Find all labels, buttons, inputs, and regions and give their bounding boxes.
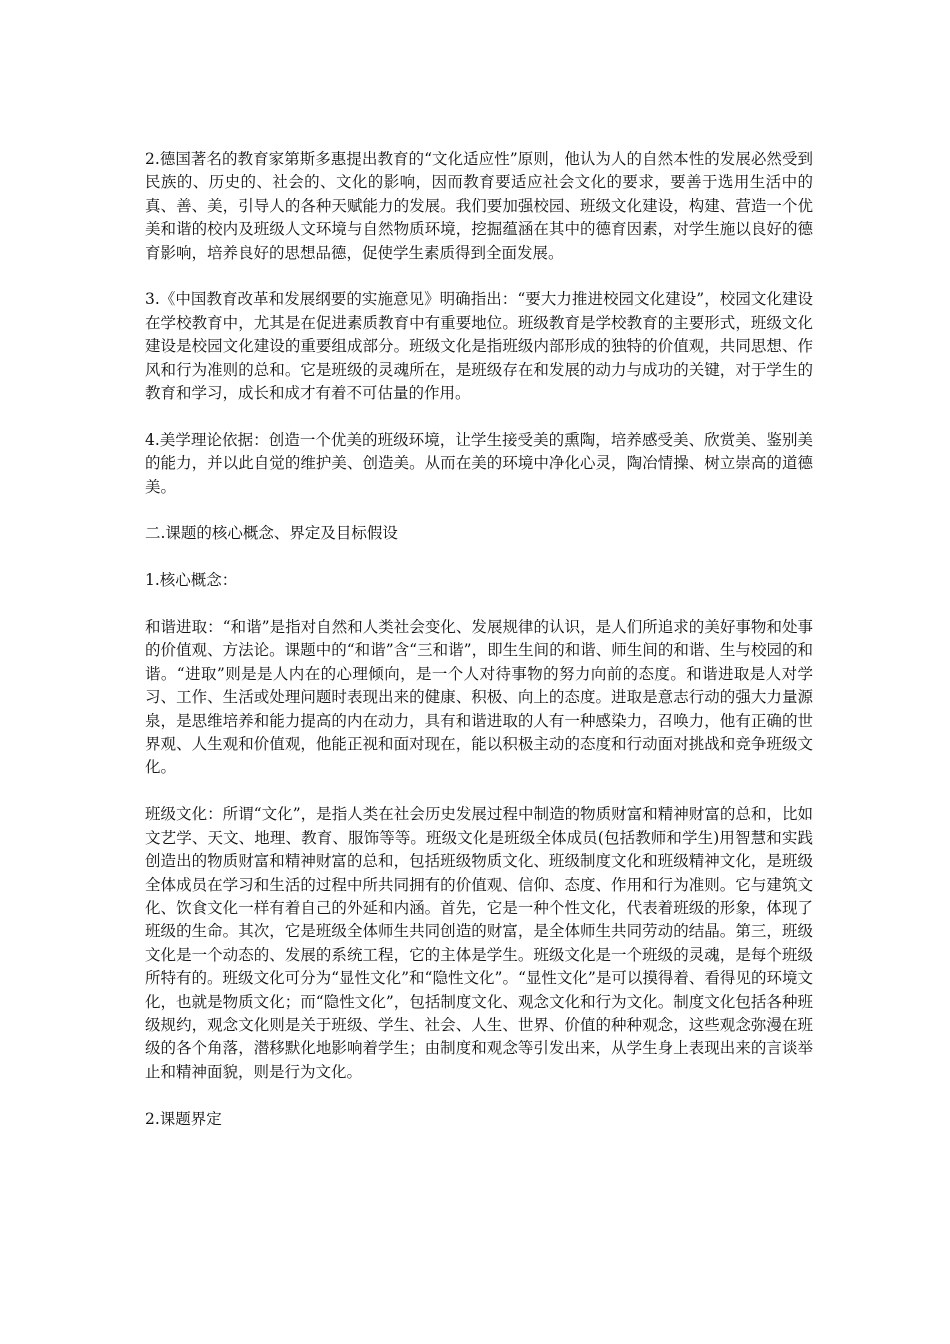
subheading-topic-definition: 2.课题界定 bbox=[145, 1109, 222, 1128]
paragraph-harmony-progress: 和谐进取：“和谐”是指对自然和人类社会变化、发展规律的认识，是人们所追求的美好事物和处事的价值观、方法论。课题中的“和谐”含“三和谐”，即生生间的和谐、师生间的和谐、生与校园的和谐。“进取”则是是人内在的心理倾向，是一个人对待事物的努力向前的态度。和谐进取是人对学习、工作、生活或处理问题时表现出来的健康、积极、向上的态度。进取是意志行动的强大力量源泉，是思维培养和能力提高的内在动力，具有和谐进取的人有一种感染力，召唤力，他有正确的世界观、人生观和价值观，他能正视和面对现在，能以积极主动的态度和行动面对挑战和竞争班级文化。 bbox=[145, 618, 813, 777]
paragraph-class-culture: 班级文化：所谓“文化”，是指人类在社会历史发展过程中制造的物质财富和精神财富的总和，比如文艺学、天文、地理、教育、服饰等等。班级文化是班级全体成员(包括教师和学生)用智慧和实践创造出的物质财富和精神财富的总和，包括班级物质文化、班级制度文化和班级精神文化，是班级全体成员在学习和生活的过程中所共同拥有的价值观、信仰、态度、作用和行为准则。它与建筑文化、饮食文化一样有着自己的外延和内涵。首先，它是一种个性文化，代表着班级的形象，体现了班级的生命。其次，它是班级全体师生共同创造的财富，是全体师生共同劳动的结晶。第三，班级文化是一个动态的、发展的系统工程，它的主体是学生。班级文化是一个班级的灵魂，是每个班级所特有的。班级文化可分为“显性文化”和“隐性文化”。“显性文化”是可以摸得着、看得见的环境文化，也就是物质文化；而“隐性文化”，包括制度文化、观念文化和行为文化。制度文化包括各种班级规约，观念文化则是关于班级、学生、社会、人生、世界、价值的种种观念，这些观念弥漫在班级的各个角落，潜移默化地影响着学生；由制度和观念等引发出来，从学生身上表现出来的言谈举止和精神面貌，则是行为文化。 bbox=[145, 805, 813, 1081]
paragraph-education-reform: 3.《中国教育改革和发展纲要的实施意见》明确指出：“要大力推进校园文化建设”，校园文化建设在学校教育中，尤其是在促进素质教育中有重要地位。班级教育是学校教育的主要形式，班级文化建设是校园文化建设的重要组成部分。班级文化是指班级内部形成的独特的价值观，共同思想、作风和行为准则的总和。它是班级的灵魂所在，是班级存在和发展的动力与成功的关键，对于学生的教育和学习，成长和成才有着不可估量的作用。 bbox=[145, 290, 813, 403]
paragraph-cultural-adaptation: 2.德国著名的教育家第斯多惠提出教育的“文化适应性”原则，他认为人的自然本性的发展必然受到民族的、历史的、社会的、文化的影响，因而教育要适应社会文化的要求，要善于选用生活中的真、善、美，引导人的各种天赋能力的发展。我们要加强校园、班级文化建设，构建、营造一个优美和谐的校内及班级人文环境与自然物质环境，挖掘蕴涵在其中的德育因素，对学生施以良好的德育影响，培养良好的思想品德，促使学生素质得到全面发展。 bbox=[145, 150, 813, 262]
subheading-core-concepts: 1.核心概念： bbox=[145, 571, 238, 590]
document-page bbox=[145, 148, 813, 1154]
paragraph-aesthetics-theory: 4.美学理论依据：创造一个优美的班级环境，让学生接受美的熏陶，培养感受美、欣赏美、鉴别美的能力，并以此自觉的维护美、创造美。从而在美的环境中净化心灵，陶冶情操、树立崇高的道德美。 bbox=[145, 430, 813, 496]
section-heading: 二.课题的核心概念、界定及目标假设 bbox=[145, 524, 398, 543]
